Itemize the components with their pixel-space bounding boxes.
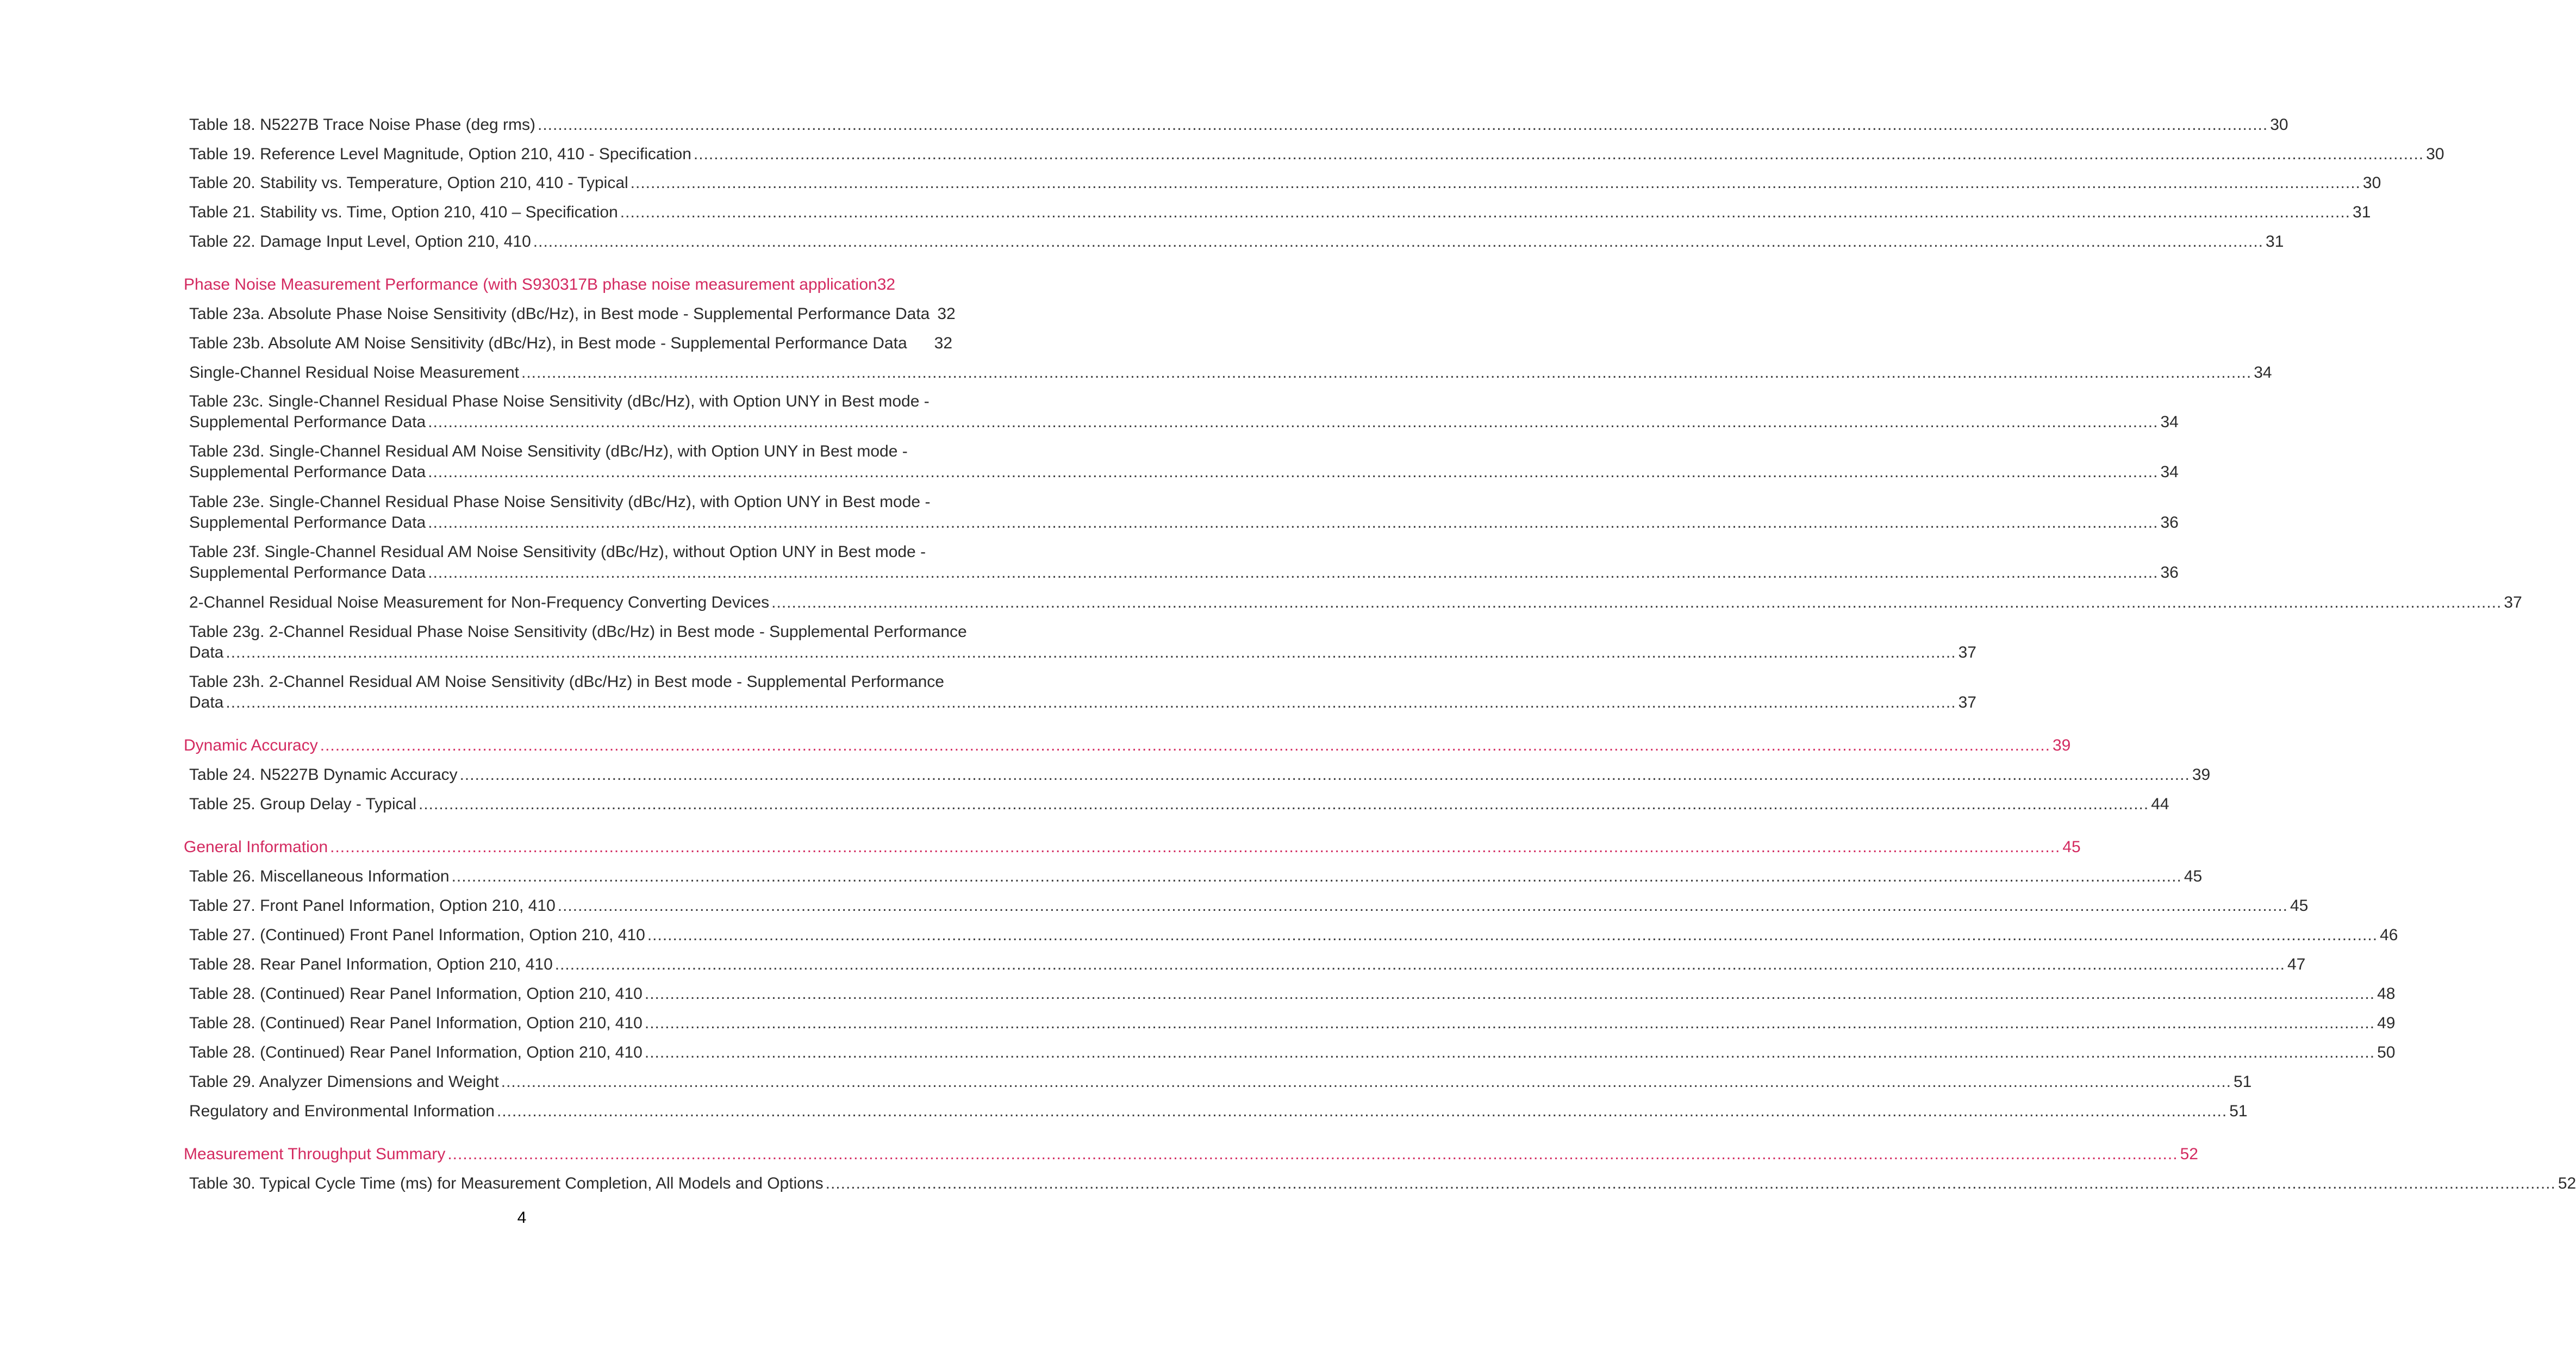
toc-entry-title: Table 23c. Single-Channel Residual Phase Noise Sensitivity (dBc/Hz), with Option UNY in Best mode -: [189, 392, 930, 410]
toc-entry-title-continued: Supplemental Performance Data: [189, 463, 426, 481]
toc-entry-title: Table 23h. 2-Channel Residual AM Noise Sensitivity (dBc/Hz) in Best mode - Supplemental Performance: [189, 673, 944, 691]
toc-page-number: 51: [2229, 1102, 2248, 1120]
toc-entry[interactable]: [189, 115, 2288, 135]
toc-entry[interactable]: [189, 672, 1976, 713]
toc-entry-title-continued: Data: [189, 693, 224, 711]
toc-entry-title-continued: Supplemental Performance Data: [189, 514, 426, 532]
toc-entry[interactable]: [189, 202, 2371, 223]
toc-page-number: 39: [2192, 766, 2211, 784]
toc-entry-title: Table 25. Group Delay - Typical: [189, 795, 416, 813]
toc-page-number: 32: [877, 276, 896, 293]
toc-entry[interactable]: [189, 622, 1976, 663]
toc-entry-title-continued: Data: [189, 643, 224, 661]
toc-section-title: Phase Noise Measurement Performance (with S930317B phase noise measurement application: [184, 276, 877, 293]
toc-leader-dots: .....................................................................................................................................................................................................................................................................................................................................................: [428, 463, 2159, 481]
toc-page-number: 37: [1958, 643, 1976, 661]
toc-entry-title: Table 20. Stability vs. Temperature, Option 210, 410 - Typical: [189, 174, 628, 192]
toc-entry[interactable]: [189, 896, 2309, 916]
toc-section-title: General Information: [184, 838, 328, 856]
toc-entry-title: Table 27. (Continued) Front Panel Information, Option 210, 410: [189, 926, 645, 944]
toc-section-title: Measurement Throughput Summary: [184, 1145, 446, 1163]
toc-entry[interactable]: [189, 1173, 2576, 1194]
toc-page-number: 30: [2270, 116, 2288, 134]
toc-page-number: 51: [2234, 1073, 2252, 1091]
toc-page-number: 52: [2558, 1174, 2576, 1192]
toc-leader-dots: .....................................................................................................................................................................................................................................................................................................................................................: [447, 1145, 2178, 1163]
toc-entry-title: Table 28. (Continued) Rear Panel Information, Option 210, 410: [189, 985, 643, 1003]
toc-leader-dots: .....................................................................................................................................................................................................................................................................................................................................................: [428, 564, 2159, 582]
toc-leader-dots: .....................................................................................................................................................................................................................................................................................................................................................: [771, 593, 2502, 611]
toc-page-number: 37: [1958, 693, 1976, 711]
toc-page-number: 31: [2353, 203, 2371, 221]
toc-entry-title: Table 19. Reference Level Magnitude, Option 210, 410 - Specification: [189, 145, 691, 163]
toc-page-number: 44: [2151, 795, 2169, 813]
toc-entry-title: Table 23f. Single-Channel Residual AM Noise Sensitivity (dBc/Hz), without Option UNY in Best mode -: [189, 543, 926, 561]
toc-page-number: 52: [2180, 1145, 2198, 1163]
toc-entry[interactable]: [189, 542, 2179, 583]
toc-page-number: 39: [2052, 736, 2071, 754]
toc-section-heading[interactable]: [184, 1144, 2198, 1165]
toc-leader-dots: .....................................................................................................................................................................................................................................................................................................................................................: [428, 514, 2159, 532]
toc-entry[interactable]: [189, 173, 2381, 193]
toc-entry[interactable]: [189, 391, 2179, 433]
toc-entry-title-continued: Supplemental Performance Data: [189, 564, 426, 582]
toc-entry[interactable]: [189, 232, 2284, 252]
toc-leader-dots: .....................................................................................................................................................................................................................................................................................................................................................: [647, 926, 2378, 944]
toc-entry-title: Table 18. N5227B Trace Noise Phase (deg rms): [189, 116, 535, 134]
toc-page-number: 30: [2426, 145, 2444, 163]
toc-entry[interactable]: [189, 794, 2169, 815]
toc-entry[interactable]: [189, 592, 2522, 613]
toc-page-number: 34: [2160, 413, 2179, 431]
toc-entry[interactable]: [189, 304, 956, 324]
toc-entry[interactable]: [189, 765, 2211, 785]
toc-entry-title: Table 22. Damage Input Level, Option 210, 410: [189, 233, 531, 251]
toc-section-heading[interactable]: [184, 837, 2081, 858]
toc-entry[interactable]: [189, 1072, 2252, 1092]
toc-page-number: 32: [937, 305, 956, 323]
toc-page-number: 45: [2062, 838, 2081, 856]
toc-leader-dots: .....................................................................................................................................................................................................................................................................................................................................................: [451, 867, 2182, 885]
toc-page-number: 36: [2160, 514, 2179, 532]
toc-entry[interactable]: [189, 144, 2444, 165]
toc-leader-dots: .....................................................................................................................................................................................................................................................................................................................................................: [501, 1073, 2231, 1091]
toc-entry[interactable]: [189, 333, 952, 354]
toc-entry[interactable]: [189, 362, 2272, 383]
toc-entry-title: Table 21. Stability vs. Time, Option 210, 410 – Specification: [189, 203, 618, 221]
toc-entry-title: Single-Channel Residual Noise Measurement: [189, 364, 519, 382]
toc-entry[interactable]: [189, 1042, 2396, 1063]
toc-leader-dots: .....................................................................................................................................................................................................................................................................................................................................................: [533, 233, 2264, 251]
toc-page-number: 47: [2287, 955, 2306, 973]
toc-entry-title: Table 23d. Single-Channel Residual AM Noise Sensitivity (dBc/Hz), with Option UNY in Best mode -: [189, 442, 908, 460]
toc-leader-dots: .....................................................................................................................................................................................................................................................................................................................................................: [320, 736, 2050, 754]
toc-entry[interactable]: [189, 441, 2179, 483]
toc-entry-title: Table 26. Miscellaneous Information: [189, 867, 450, 885]
toc-entry-title: Table 23e. Single-Channel Residual Phase Noise Sensitivity (dBc/Hz), with Option UNY in Best mode -: [189, 493, 931, 511]
toc-entry-title: Table 28. Rear Panel Information, Option 210, 410: [189, 955, 553, 973]
toc-section-heading[interactable]: [184, 274, 895, 295]
toc-page-number: 45: [2290, 897, 2309, 915]
toc-entry-title: Table 29. Analyzer Dimensions and Weight: [189, 1073, 499, 1091]
toc-page-number: 32: [934, 334, 953, 352]
toc-page-number: 34: [2254, 364, 2272, 382]
toc-entry[interactable]: [189, 866, 2203, 887]
toc-leader-dots: .....................................................................................................................................................................................................................................................................................................................................................: [496, 1102, 2228, 1120]
toc-leader-dots: .....................................................................................................................................................................................................................................................................................................................................................: [521, 364, 2252, 382]
toc-page-number: 50: [2377, 1043, 2396, 1061]
toc-section-title: Dynamic Accuracy: [184, 736, 318, 754]
toc-leader-dots: .....................................................................................................................................................................................................................................................................................................................................................: [620, 203, 2351, 221]
toc-section-heading[interactable]: [184, 735, 2071, 756]
page-number: 4: [517, 1209, 527, 1227]
toc-entry[interactable]: [189, 1101, 2248, 1122]
toc-leader-dots: .....................................................................................................................................................................................................................................................................................................................................................: [226, 693, 1956, 711]
toc-leader-dots: .....................................................................................................................................................................................................................................................................................................................................................: [226, 643, 1956, 661]
toc-leader-dots: .....................................................................................................................................................................................................................................................................................................................................................: [693, 145, 2424, 163]
toc-entry-title: Table 24. N5227B Dynamic Accuracy: [189, 766, 458, 784]
toc-page-number: 48: [2377, 985, 2396, 1003]
toc-entry-title: Table 30. Typical Cycle Time (ms) for Measurement Completion, All Models and Options: [189, 1174, 824, 1192]
toc-entry-title-continued: Supplemental Performance Data: [189, 413, 426, 431]
toc-leader-dots: .....................................................................................................................................................................................................................................................................................................................................................: [644, 1043, 2375, 1061]
toc-entry[interactable]: [189, 925, 2398, 946]
toc-entry-title: Table 23a. Absolute Phase Noise Sensitivity (dBc/Hz), in Best mode - Supplemental Performance Data: [189, 305, 930, 323]
toc-entry[interactable]: [189, 492, 2179, 533]
toc-leader-dots: .....................................................................................................................................................................................................................................................................................................................................................: [554, 955, 2285, 973]
toc-entry-title: Regulatory and Environmental Information: [189, 1102, 495, 1120]
toc-entry[interactable]: [189, 1013, 2396, 1034]
toc-page-number: 34: [2160, 463, 2179, 481]
toc-entry-title: Table 28. (Continued) Rear Panel Information, Option 210, 410: [189, 1014, 643, 1032]
toc-page-number: 36: [2160, 564, 2179, 582]
toc-entry-title: Table 23g. 2-Channel Residual Phase Noise Sensitivity (dBc/Hz) in Best mode - Supplemental Performance: [189, 623, 967, 641]
toc-entry[interactable]: [189, 984, 2396, 1004]
toc-entry-title: Table 23b. Absolute AM Noise Sensitivity (dBc/Hz), in Best mode - Supplemental Performance Data: [189, 334, 907, 352]
toc-page-number: 46: [2380, 926, 2398, 944]
toc-entry-title: Table 27. Front Panel Information, Option 210, 410: [189, 897, 556, 915]
toc-leader-dots: .....................................................................................................................................................................................................................................................................................................................................................: [538, 116, 2268, 134]
toc-leader-dots: .....................................................................................................................................................................................................................................................................................................................................................: [330, 838, 2061, 856]
toc-entry-title: 2-Channel Residual Noise Measurement for Non-Frequency Converting Devices: [189, 593, 770, 611]
toc-entry[interactable]: [189, 954, 2306, 975]
toc-leader-dots: .....................................................................................................................................................................................................................................................................................................................................................: [419, 795, 2149, 813]
toc-leader-dots: .....................................................................................................................................................................................................................................................................................................................................................: [459, 766, 2190, 784]
toc-page-number: 30: [2362, 174, 2381, 192]
toc-leader-dots: .....................................................................................................................................................................................................................................................................................................................................................: [644, 1014, 2375, 1032]
toc-leader-dots: .....................................................................................................................................................................................................................................................................................................................................................: [428, 413, 2159, 431]
toc-leader-dots: .....................................................................................................................................................................................................................................................................................................................................................: [557, 897, 2288, 915]
toc-page-number: 37: [2504, 593, 2522, 611]
toc-leader-dots: .....................................................................................................................................................................................................................................................................................................................................................: [825, 1174, 2556, 1192]
toc-page-number: 45: [2184, 867, 2203, 885]
toc-page-number: 31: [2266, 233, 2284, 251]
toc-leader-dots: .....................................................................................................................................................................................................................................................................................................................................................: [644, 985, 2375, 1003]
toc-page-number: 49: [2377, 1014, 2396, 1032]
toc-entry-title: Table 28. (Continued) Rear Panel Information, Option 210, 410: [189, 1043, 643, 1061]
toc-leader-dots: .....................................................................................................................................................................................................................................................................................................................................................: [630, 174, 2361, 192]
